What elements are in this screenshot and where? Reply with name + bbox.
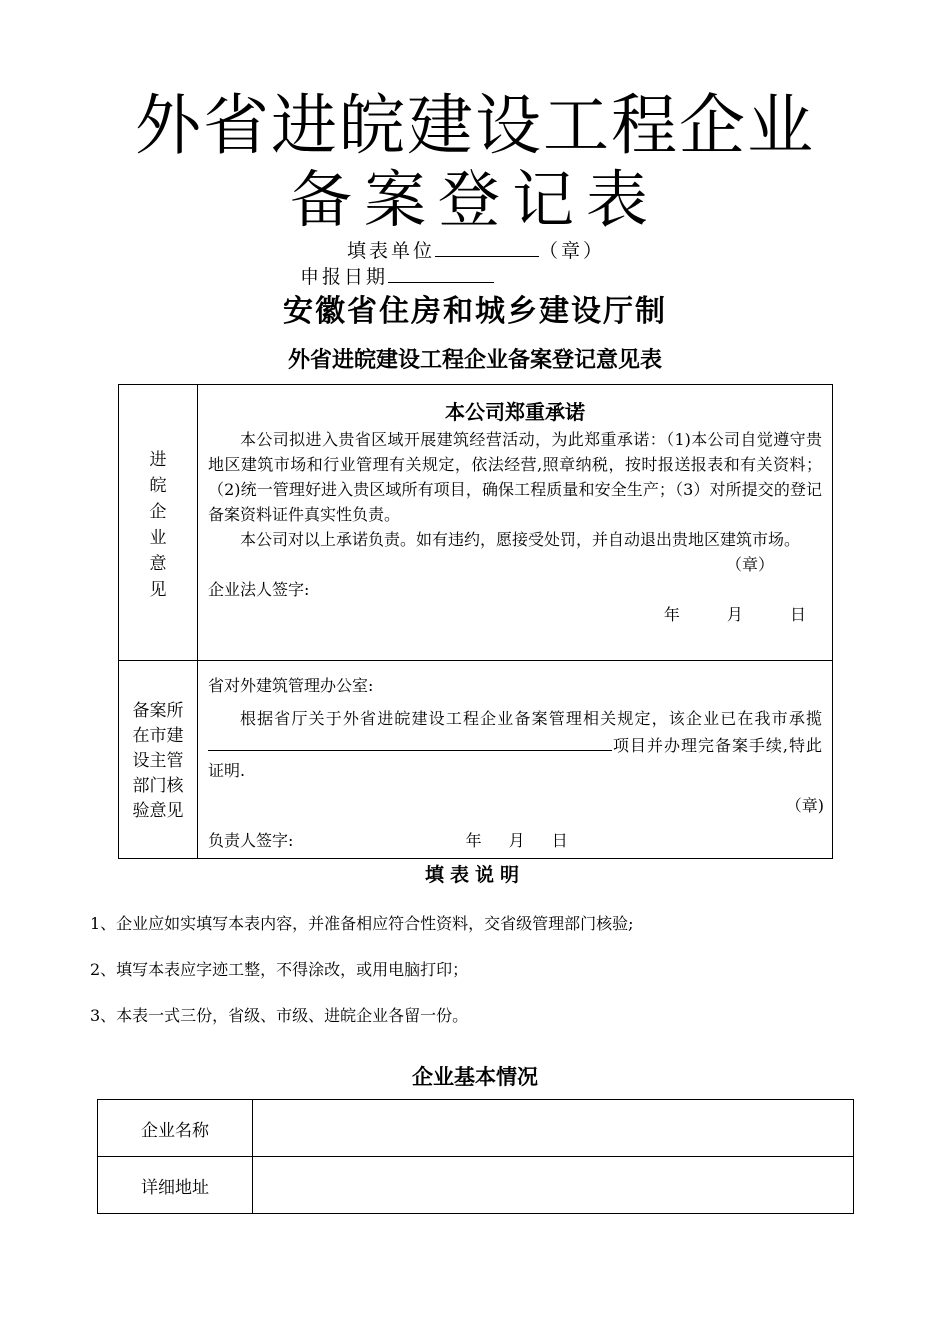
verification-text-before: 根据省厅关于外省进皖建设工程企业备案管理相关规定，该企业已在我市承揽 — [240, 709, 822, 728]
responsible-signature-line — [198, 818, 832, 853]
fill-unit-label: 填表单位 — [347, 240, 436, 262]
opinion-table — [118, 384, 833, 859]
company-opinion-content-cell — [198, 385, 833, 661]
responsible-signature-label: 负责人签字: — [208, 831, 294, 850]
address-field[interactable] — [253, 1157, 854, 1214]
city-verification-label-cell — [119, 661, 198, 859]
company-name-field[interactable] — [253, 1100, 854, 1157]
address-label: 详细地址 — [98, 1157, 253, 1214]
instruction-item: 3、本表一式三份，省级、市级、进皖企业各留一份。 — [90, 1006, 469, 1025]
promise-heading: 本公司郑重承诺 — [445, 400, 585, 424]
company-name-label: 企业名称 — [98, 1100, 253, 1157]
instruction-item: 1、企业应如实填写本表内容，并准备相应符合性资料，交省级管理部门核验; — [90, 914, 634, 933]
company-opinion-label — [119, 385, 197, 603]
label-char: 意 — [149, 554, 167, 574]
label-char: 进 — [149, 450, 167, 470]
label-char: 企 — [149, 502, 167, 522]
document-title-line1: 外省进皖建设工程企业 — [135, 87, 815, 164]
addressee: 省对外建筑管理办公室: — [208, 676, 374, 695]
table-row — [98, 1100, 854, 1157]
promise-paragraph-1: 本公司拟进入贵省区域开展建筑经营活动，为此郑重承诺：（1)本公司自觉遵守贵地区建筑市场和行业管理有关规定，依法经营,照章纳税，按时报送报表和有关资料；（2)统一管理好进入贵区域所有项目，确保工程质量和安全生产；（3）对所提交的登记备案资料证件真实性负责。 — [208, 430, 822, 524]
basic-info-heading: 企业基本情况 — [412, 1064, 538, 1089]
city-verification-label: 备案所在市建设主管部门核验意见 — [132, 701, 184, 821]
city-date-line: 年 月 日 — [465, 831, 568, 850]
city-seal: （章) — [785, 796, 824, 815]
label-char: 见 — [149, 580, 167, 600]
fill-unit-blank[interactable] — [435, 236, 539, 257]
company-opinion-label-cell — [119, 385, 198, 661]
legal-rep-signature-label: 企业法人签字: — [208, 580, 310, 599]
opinion-form-title: 外省进皖建设工程企业备案登记意见表 — [287, 347, 662, 373]
verification-text-after: 项目并办理完备案手续,特此证明. — [208, 736, 822, 780]
verification-paragraph — [198, 706, 832, 783]
company-date-line: 年 月 日 — [663, 605, 806, 624]
instruction-item: 2、填写本表应字迹工整，不得涂改，或用电脑打印； — [90, 960, 469, 979]
document-title-line2: 备案登记表 — [289, 163, 660, 236]
fill-unit-line — [347, 236, 605, 264]
fill-unit-seal: （章） — [539, 240, 606, 262]
city-verification-content-cell — [198, 661, 833, 859]
company-seal: （章） — [725, 555, 774, 574]
label-char: 业 — [149, 528, 167, 548]
instructions-heading: 填表说明 — [424, 864, 525, 886]
promise-paragraph-2: 本公司对以上承诺负责。如有违约，愿接受处罚，并自动退出贵地区建筑市场。 — [240, 530, 801, 549]
basic-info-table — [97, 1099, 854, 1214]
city-verification-row — [119, 661, 833, 859]
report-date-blank[interactable] — [388, 262, 494, 283]
report-date-label: 申报日期 — [300, 266, 389, 288]
project-name-blank[interactable] — [208, 731, 612, 751]
label-char: 皖 — [149, 476, 167, 496]
report-date-line — [300, 262, 494, 290]
company-opinion-row — [119, 385, 833, 661]
table-row — [98, 1157, 854, 1214]
issuer: 安徽省住房和城乡建设厅制 — [283, 294, 667, 329]
